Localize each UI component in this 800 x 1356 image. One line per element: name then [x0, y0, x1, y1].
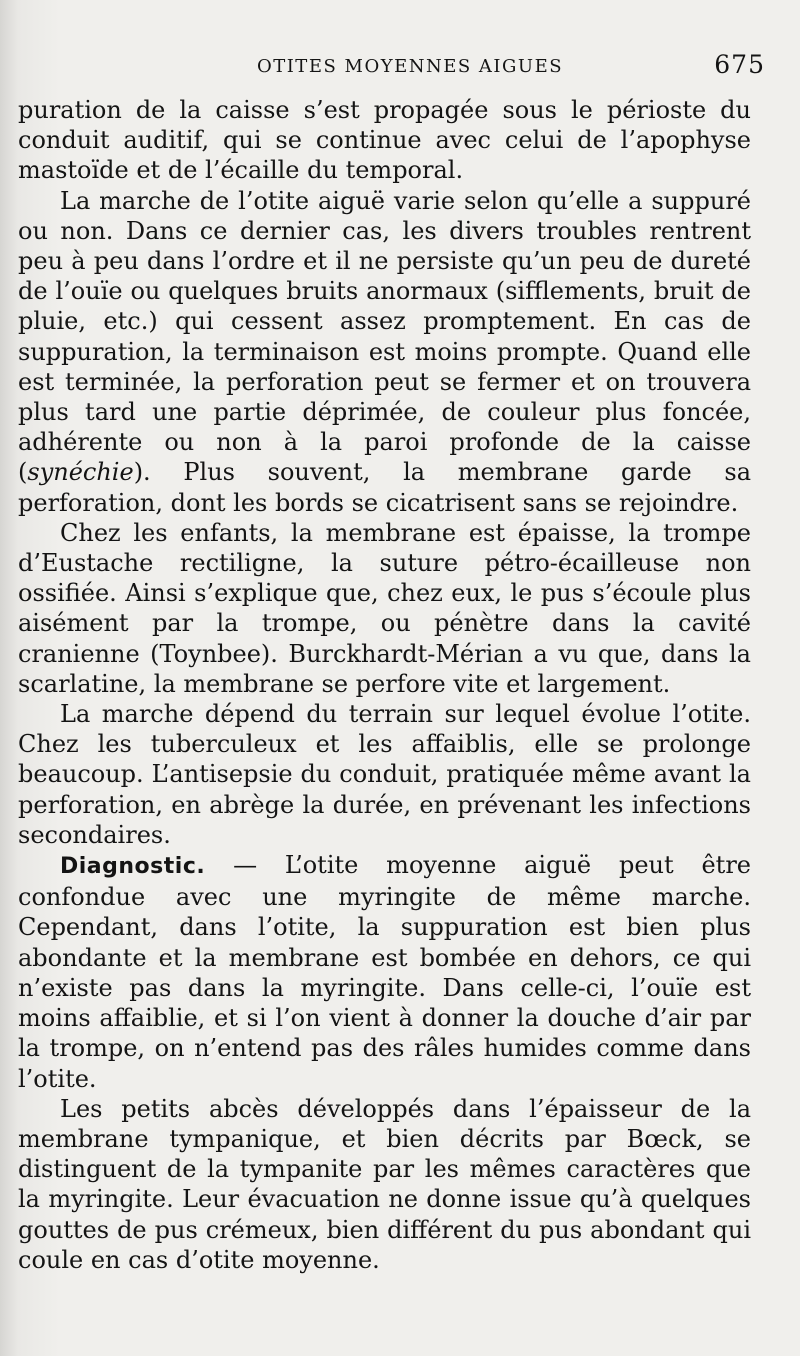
paragraph: [18, 186, 751, 518]
text-run: La marche de l’otite aiguë varie selon qu’elle a suppuré ou non. Dans ce dernier cas, les divers troubles rentrent peu à peu dans l’ordre et il ne persiste qu’un peu de dureté de l’ouïe ou quelques bruits anormaux (sifflements, bruit de pluie, etc.) qui cessent assez promptement. En cas de suppuration, la terminaison est moins prompte. Quand elle est terminée, la perforation peut se fermer et on trouvera plus tard une partie déprimée, de couleur plus foncée, adhérente ou non à la paroi profonde de la caisse (: [18, 186, 751, 487]
running-head: [60, 50, 765, 90]
paragraph: [18, 1094, 751, 1275]
running-head-title: OTITES MOYENNES AIGUES: [256, 56, 564, 77]
paragraph: [18, 95, 751, 186]
page-number: 675: [714, 50, 765, 79]
text-run: La marche dépend du terrain sur lequel évolue l’otite. Chez les tuberculeux et les affaiblis, elle se prolonge beaucoup. L’antisepsie du conduit, pratiquée même avant la perforation, en abrège la durée, en prévenant les infections secondaires.: [18, 700, 751, 849]
text-run: Chez les enfants, la membrane est épaisse, la trompe d’Eustache rectiligne, la suture pétro-écailleuse non ossifiée. Ainsi s’explique que, chez eux, le pus s’écoule plus aisément par la trompe, ou pénètre dans la cavité cranienne (Toynbee). Burckhardt-Mérian a vu que, dans la scarlatine, la membrane se perfore vite et largement.: [18, 518, 751, 698]
text-run: ). Plus souvent, la membrane garde sa perforation, dont les bords se cicatrisent sans se rejoindre.: [18, 458, 751, 517]
paragraph: [18, 518, 751, 699]
text-run: puration de la caisse s’est propagée sous le périoste du conduit auditif, qui se continue avec celui de l’apophyse mastoïde et de l’écaille du temporal.: [18, 96, 751, 185]
text-run: — L’otite moyenne aiguë peut être confondue avec une myringite de même marche. Cependant, dans l’otite, la suppuration est bien plus abondante et la membrane est bombée en dehors, ce qui n’existe pas dans la myringite. Dans celle-ci, l’ouïe est moins affaiblie, et si l’on vient à donner la douche d’air par la trompe, on n’entend pas des râles humides comme dans l’otite.: [18, 851, 751, 1093]
body-text: [18, 95, 751, 1275]
paragraph: [18, 699, 751, 850]
italic-term: synéchie: [27, 458, 134, 487]
section-heading: Diagnostic.: [60, 854, 206, 880]
paragraph: [18, 850, 751, 1094]
text-run: Les petits abcès développés dans l’épaisseur de la membrane tympanique, et bien décrits par Bœck, se distinguent de la tympanite par les mêmes caractères que la myringite. Leur évacuation ne donne issue qu’à quelques gouttes de pus crémeux, bien différent du pus abondant qui coule en cas d’otite moyenne.: [18, 1094, 751, 1274]
